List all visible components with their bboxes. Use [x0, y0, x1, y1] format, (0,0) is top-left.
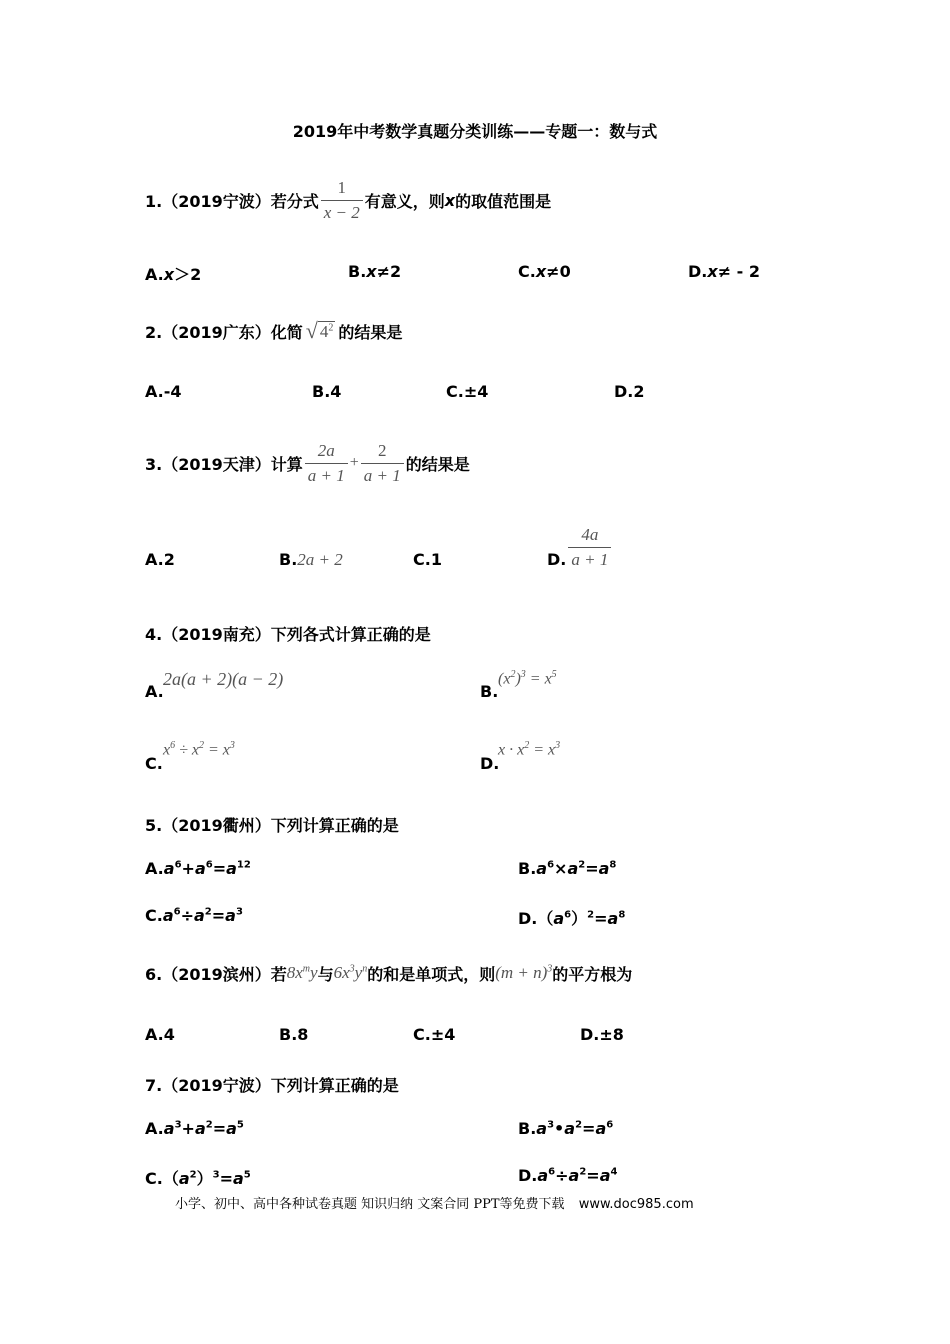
option-d[interactable]: D.2	[614, 382, 645, 401]
option-d[interactable]: D.	[480, 754, 500, 773]
option-b[interactable]: B.	[480, 682, 499, 701]
question-3-stem: 3.（2019天津）计算 $\frac{2a}{a + 1}$ + $\frac{2}{a + 1}$ 的结果是	[145, 440, 470, 485]
math-expression: 2a(a + 2)(a − 2)	[163, 669, 284, 689]
option-d[interactable]: D.x≠ - 2	[688, 262, 761, 281]
option-c[interactable]: C.±4	[446, 382, 489, 401]
option-a[interactable]: A.x＞2	[145, 265, 202, 284]
option-d[interactable]: $D.a^6\div a^2=a^4$	[518, 1166, 618, 1185]
option-a[interactable]: A.2	[145, 550, 175, 569]
question-2-stem: 2.（2019广东）化简 √ $4^2$ 的结果是	[145, 318, 403, 343]
fraction-expression: $\frac{2a}{a + 1}$	[305, 441, 348, 486]
option-c[interactable]: C.	[145, 754, 163, 773]
math-expression: $(x^2)^3 = x^5$	[498, 669, 557, 688]
footer	[175, 1193, 694, 1212]
option-c[interactable]: C.±4	[413, 1025, 456, 1044]
question-4-stem: 4.（2019南充）下列各式计算正确的是	[145, 625, 431, 644]
option-b[interactable]: $B.a^3•a^2=a^6$	[518, 1119, 614, 1138]
option-a[interactable]: A.4	[145, 1025, 175, 1044]
footer-link[interactable]: www.doc985.com	[578, 1197, 694, 1212]
option-b[interactable]: B.2a + 2	[279, 550, 343, 569]
fraction-expression: $\frac{1}{x - 2}$	[321, 178, 363, 223]
math-expression: $6x^3y^n$	[333, 963, 368, 982]
option-a[interactable]: A.	[145, 682, 164, 701]
question-1-text: 1.（2019宁波）若分式	[145, 191, 319, 211]
footer-text: 小学、初中、高中各种试卷真题 知识归纳 文案合同 PPT等免费下载	[175, 1197, 565, 1212]
option-d[interactable]: $D.(a^6)^2=a^8$	[518, 909, 626, 928]
option-c[interactable]: C.1	[413, 550, 442, 569]
math-expression: $x^6 \div x^2 = x^3$	[163, 740, 235, 759]
option-d[interactable]: D. $\frac{4a}{a + 1}$	[547, 520, 613, 574]
option-c[interactable]: $C.a^6\div a^2=a^3$	[145, 906, 243, 925]
math-expression: $8x^my$	[286, 963, 318, 982]
option-b[interactable]: B.x≠2	[348, 262, 402, 281]
question-5-stem: 5.（2019衢州）下列计算正确的是	[145, 816, 399, 835]
math-expression: $x \cdot x^2 = x^3$	[498, 740, 561, 759]
page-title: 2019年中考数学真题分类训练——专题一：数与式	[292, 122, 658, 141]
option-c[interactable]: $C.(a^2)^3=a^5$	[145, 1169, 251, 1188]
square-root-expression: √ $4^2$	[305, 318, 334, 343]
option-a[interactable]: A.-4	[145, 382, 182, 401]
question-6-stem: 6.（2019滨州）若 $8x^my$ 与 $6x^3y^n$ 的和是单项式，则 $(m + n)^3$ 的平方根为	[145, 963, 633, 984]
option-b[interactable]: $B.a^6\times a^2=a^8$	[518, 859, 617, 878]
option-b[interactable]: B.8	[279, 1025, 309, 1044]
fraction-expression: $\frac{4a}{a + 1}$	[568, 525, 611, 570]
question-7-stem: 7.（2019宁波）下列计算正确的是	[145, 1076, 399, 1095]
fraction-expression: $\frac{2}{a + 1}$	[361, 441, 404, 486]
option-a[interactable]: $A.a^3+a^2=a^5$	[145, 1119, 244, 1138]
option-b[interactable]: B.4	[312, 382, 342, 401]
option-a[interactable]: $A.a^6+a^6=a^{12}$	[145, 859, 251, 878]
option-d[interactable]: D.±8	[580, 1025, 624, 1044]
math-expression: $(m + n)^3$	[495, 963, 553, 982]
question-1-stem: 1.（2019宁波）若分式 $\frac{1}{x - 2}$ 有意义，则 x 的取值范围是	[145, 177, 552, 222]
option-c[interactable]: C.x≠0	[518, 262, 571, 281]
